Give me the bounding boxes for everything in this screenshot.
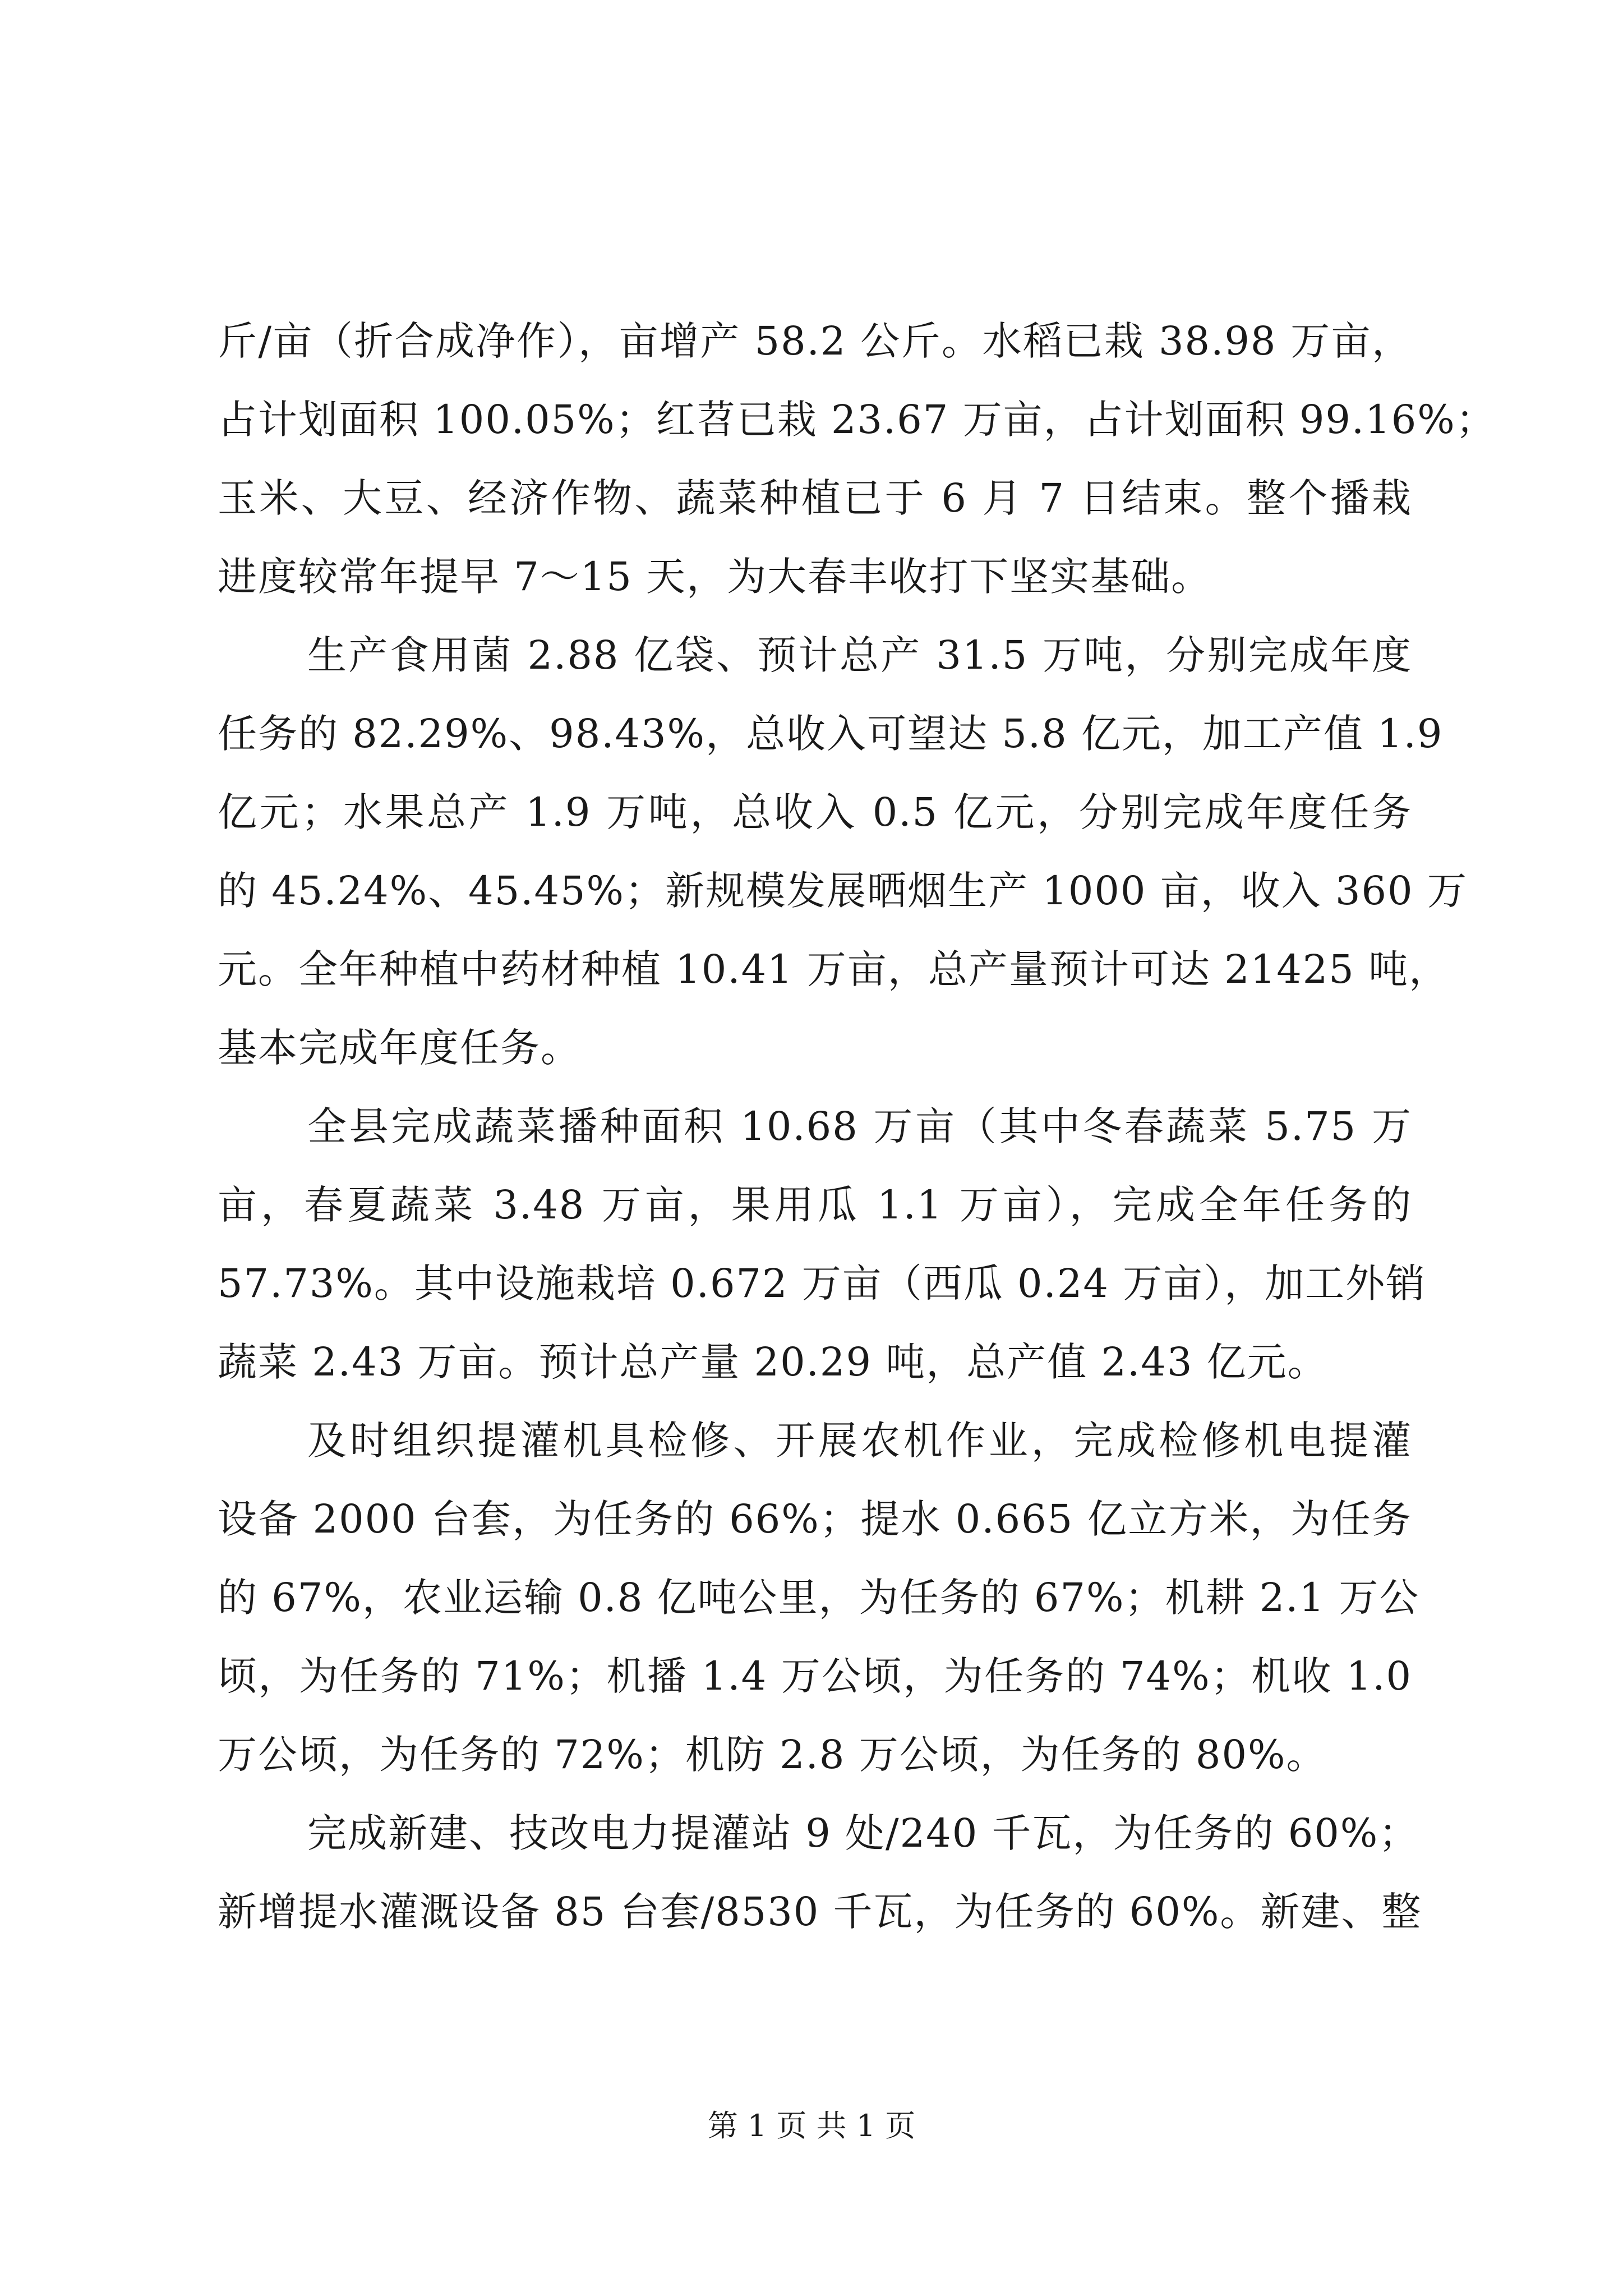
text-line: 完成新建、技改电力提灌站 9 处/240 千瓦，为任务的 60%； [307, 1810, 1419, 1856]
text-line: 亿元；水果总产 1.9 万吨，总收入 0.5 亿元，分别完成年度任务 [218, 789, 1412, 835]
document-body [218, 302, 1496, 1951]
text-line: 亩，春夏蔬菜 3.48 万亩，果用瓜 1.1 万亩），完成全年任务的 [218, 1182, 1412, 1228]
text-line: 万公顷，为任务的 72%；机防 2.8 万公顷，为任务的 80%。 [218, 1732, 1327, 1778]
text-line: 顷，为任务的 71%；机播 1.4 万公顷，为任务的 74%；机收 1.0 [218, 1653, 1412, 1699]
text-line: 设备 2000 台套，为任务的 66%；提水 0.665 亿立方米，为任务 [218, 1496, 1412, 1542]
text-line: 57.73%。其中设施栽培 0.672 万亩（西瓜 0.24 万亩），加工外销 [218, 1260, 1427, 1306]
text-line: 进度较常年提早 7～15 天，为大春丰收打下坚实基础。 [218, 554, 1212, 600]
text-line: 生产食用菌 2.88 亿袋、预计总产 31.5 万吨，分别完成年度 [307, 632, 1412, 678]
text-line: 基本完成年度任务。 [218, 1025, 581, 1071]
text-line: 斤/亩（折合成净作），亩增产 58.2 公斤。水稻已栽 38.98 万亩， [218, 318, 1412, 364]
text-line: 玉米、大豆、经济作物、蔬菜种植已于 6 月 7 日结束。整个播栽 [218, 475, 1412, 521]
text-line: 元。全年种植中药材种植 10.41 万亩，总产量预计可达 21425 吨， [218, 946, 1450, 992]
text-line: 蔬菜 2.43 万亩。预计总产量 20.29 吨，总产值 2.43 亿元。 [218, 1339, 1328, 1385]
text-line: 的 67%，农业运输 0.8 亿吨公里，为任务的 67%；机耕 2.1 万公 [218, 1575, 1420, 1621]
text-line: 新增提水灌溉设备 85 台套/8530 千瓦，为任务的 60%。新建、整 [218, 1889, 1422, 1935]
page-footer: 第 1 页 共 1 页 [707, 2108, 916, 2143]
text-line: 的 45.24%、45.45%；新规模发展晒烟生产 1000 亩，收入 360 万 [218, 868, 1468, 914]
text-line: 全县完成蔬菜播种面积 10.68 万亩（其中冬春蔬菜 5.75 万 [307, 1103, 1412, 1149]
text-line: 任务的 82.29%、98.43%，总收入可望达 5.8 亿元，加工产值 1.9 [218, 711, 1444, 757]
text-line: 占计划面积 100.05%；红苕已栽 23.67 万亩，占计划面积 99.16%； [218, 397, 1496, 443]
text-line: 及时组织提灌机具检修、开展农机作业，完成检修机电提灌 [307, 1418, 1412, 1464]
